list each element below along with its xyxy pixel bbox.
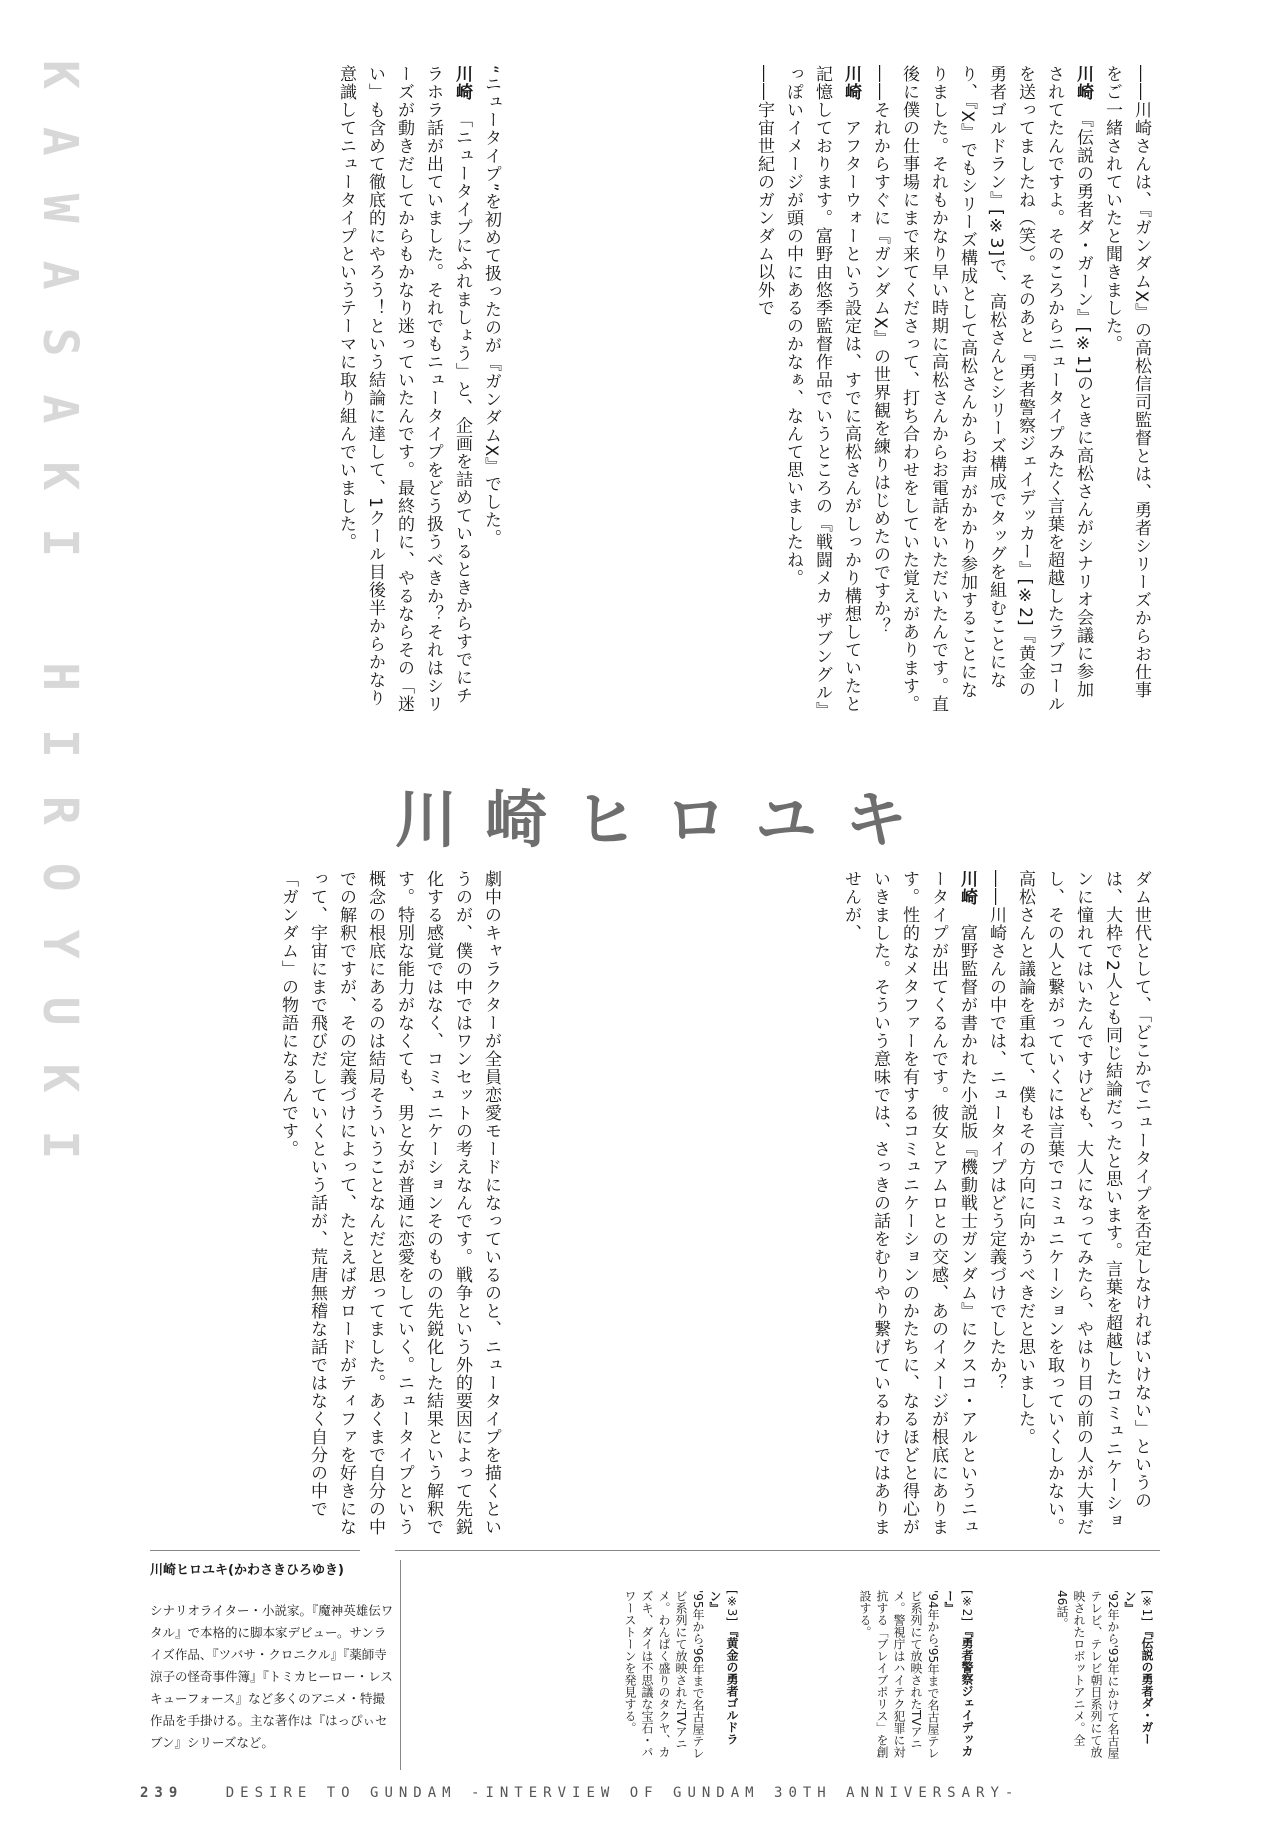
paragraph-text: ――それからすぐに『ガンダムX』の世界観を練りはじめたのですか？ bbox=[870, 65, 890, 636]
paragraph-text: ――宇宙世紀のガンダム以外で bbox=[754, 65, 774, 317]
footnote-body: '92年から'93年にかけて名古屋テレビ、テレビ朝日系列にて放映されたロボットアニメ。全46話。 bbox=[1055, 1590, 1120, 1760]
interview-column-lower-right bbox=[515, 870, 1155, 1540]
interview-column-lower-left bbox=[150, 870, 505, 1540]
speaker-label: 川崎 bbox=[452, 65, 472, 119]
page-number: 239 bbox=[140, 1785, 184, 1801]
interviewer-question bbox=[981, 870, 1010, 1540]
footnote bbox=[825, 1590, 975, 1760]
footer-text: DESIRE TO GUNDAM -INTERVIEW OF GUNDAM 30TH ANNIVERSARY- bbox=[225, 1785, 1020, 1801]
profile-box bbox=[150, 1560, 395, 1754]
paragraph-text: ――川崎さんの中では、ニュータイプはどう定義づけでしたか？ bbox=[986, 870, 1006, 1392]
interview-paragraph bbox=[894, 65, 1097, 715]
paragraph-text: アフターウォーという設定は、すでに高松さんがしっかり構想していたと記憶しております。富野由悠季監督作品でいうところの『戦闘メカ ザブングル』っぽいイメージが頭の中にあるのかなぁ、なんて思いましたね。 bbox=[783, 65, 861, 713]
paragraph-text: 劇中のキャラクターが全員恋愛モードになっているのと、ニュータイプを描くというのが、僕の中ではワンセットの考えなんです。戦争という外的要因によって先鋭化する感覚ではなく、コミュニケーションそのものの先鋭化した結果という解釈です。特別な能力がなくても、男と女が普通に恋愛をしていく。ニュータイプという概念の根底にあるのは結局そういうことなんだと思ってました。あくまで自分の中での解釈ですが、その定義づけによって、たとえばガロードがティファを好きになって、宇宙にまで飛びだしていくという話が、荒唐無稽な話ではなく自分の中で「ガンダム」の物語になるんです。 bbox=[278, 870, 501, 1536]
interview-paragraph bbox=[331, 65, 476, 715]
profile-body: シナリオライター・小説家。『魔神英雄伝ワタル』で本格的に脚本家デビュー。サンライズ作品、『ツバサ・クロニクル』『薬師寺涼子の怪奇事件簿』『トミカヒーロー・レスキューフォース』など多くのアニメ・特撮作品を手掛ける。主な著作は『はっぴぃセブン』シリーズなど。 bbox=[150, 1603, 394, 1750]
paragraph-text: 「ニュータイプにふれましょう」と、企画を詰めているときからすでにチラホラ話が出ていました。それでもニュータイプをどう扱うべきか？それはシリーズが動きだしてからもかなり迷っていたんです。最終的に、やるならその「迷い」も含めて徹底的にやろう！という結論に達して、1クール目後半からかなり意識してニュータイプというテーマに取り組んでいました。 bbox=[336, 65, 472, 713]
interview-paragraph bbox=[836, 870, 981, 1540]
interview-paragraph bbox=[476, 65, 505, 715]
section-divider bbox=[400, 1560, 401, 1770]
interview-column-upper-right bbox=[515, 65, 1155, 715]
paragraph-text: “ニュータイプ”を初めて扱ったのが『ガンダムX』でした。 bbox=[481, 65, 501, 548]
footnote-title: 『勇者警察ジェイデッカー』 bbox=[943, 1590, 974, 1757]
sidebar-romaji: KAWASAKI HIROYUKI bbox=[32, 60, 88, 1198]
interviewer-question bbox=[1097, 65, 1155, 715]
footnote-title: 『黄金の勇者ゴルドラン』 bbox=[708, 1590, 739, 1745]
interview-paragraph bbox=[1010, 870, 1155, 1540]
section-divider bbox=[150, 1550, 360, 1551]
footnote-body: '95年から'96年まで名古屋テレビ系列にて放映されたTVアニメ。わんぱく盛りのタクヤ、カズキ、ダイは不思議な宝石・パワーストーンを発見する。 bbox=[623, 1590, 705, 1760]
speaker-label: 川崎 bbox=[957, 870, 977, 924]
paragraph-text: ダム世代として、「どこかでニュータイプを否定しなければいけない」というのは、大枠で2人とも同じ結論だったと思います。言葉を超越したコミュニケーションに憧れてはいたんですけども、大人になってみたら、やはり目の前の人が大事だし、その人と繋がっていくには言葉でコミュニケーションを取っていくしかない。高松さんと議論を重ねて、僕もその方向に向かうべきだと思いました。 bbox=[1015, 870, 1151, 1536]
footnote-mark: [※2] bbox=[960, 1590, 974, 1625]
interview-paragraph bbox=[778, 65, 865, 715]
footnote-body: '94年から'95年まで名古屋テレビ系列にて放映されたTVアニメ。警視庁はハイテク犯罪に対抗する「ブレイブポリス」を創設する。 bbox=[858, 1590, 940, 1760]
interviewer-question bbox=[749, 65, 778, 715]
paragraph-text: 『伝説の勇者ダ・ガーン』[※1]のときに高松さんがシナリオ会議に参加されてたんですよ。そのころからニュータイプみたく言葉を超越したラブコールを送ってましたね（笑）。そのあと『勇者警察ジェイデッカー』[※2]『黄金の勇者ゴルドラン』[※3]で、高松さんとシリーズ構成でタッグを組むことになり、『X』でもシリーズ構成として高松さんからお声がかかり参加することになりました。それもかなり早い時期に高松さんからお電話をいただいたんです。直後に僕の仕事場にまで来てくださって、打ち合わせをしていた覚えがあります。 bbox=[899, 65, 1093, 713]
footnote bbox=[590, 1590, 740, 1760]
interviewee-name-title: 川崎ヒロユキ bbox=[394, 783, 935, 856]
speaker-label: 川崎 bbox=[841, 65, 861, 119]
interview-paragraph bbox=[273, 870, 505, 1540]
speaker-label: 川崎 bbox=[1073, 65, 1093, 119]
footnote-mark: [※3] bbox=[725, 1590, 739, 1625]
interviewer-question bbox=[865, 65, 894, 715]
section-divider bbox=[395, 1550, 1160, 1551]
paragraph-text: 富野監督が書かれた小説版『機動戦士ガンダム』にクスコ・アルというニュータイプが出てくるんです。彼女とアムロとの交感、あのイメージが根底にあります。性的なメタファーを有するコミュニケーションのかたちに、なるほどと得心がいきました。そういう意味では、さっきの話をむりやり繋げているわけではありませんが、 bbox=[841, 870, 977, 1536]
page-footer bbox=[140, 1785, 1160, 1801]
footnote-mark: [※1] bbox=[1140, 1590, 1154, 1625]
interview-column-upper-left bbox=[150, 65, 505, 715]
footnote bbox=[1005, 1590, 1155, 1760]
footnote-title: 『伝説の勇者ダ・ガーン』 bbox=[1123, 1590, 1154, 1745]
paragraph-text: ――川崎さんは、『ガンダムX』の高松信司監督とは、勇者シリーズからお仕事をご一緒されていたと聞きました。 bbox=[1102, 65, 1151, 700]
profile-heading: 川崎ヒロユキ(かわさきひろゆき) bbox=[150, 1563, 344, 1578]
